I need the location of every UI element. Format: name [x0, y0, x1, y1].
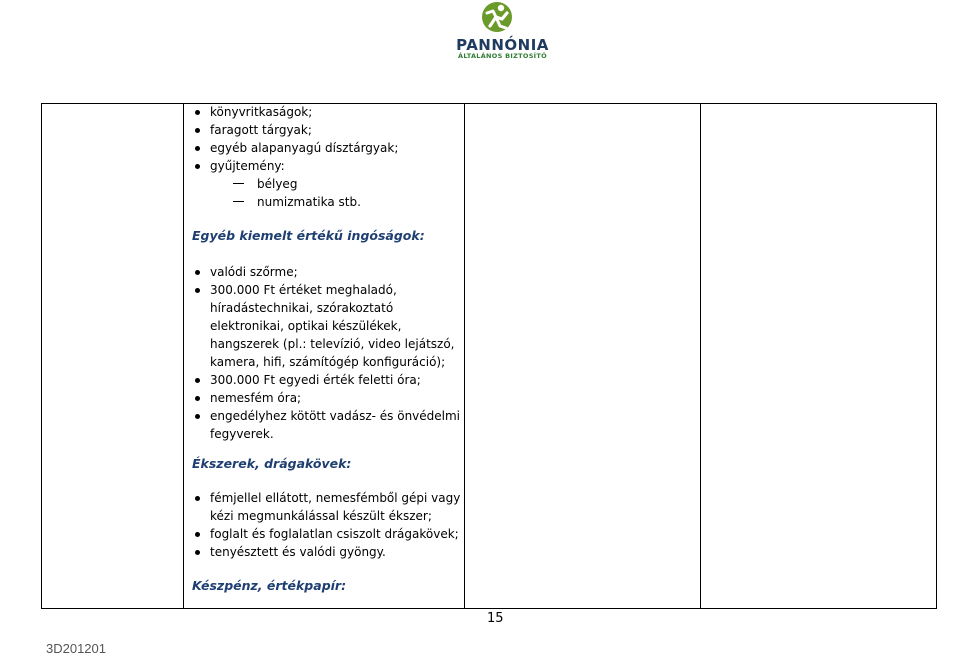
- list-item: [210, 525, 459, 543]
- list-item-text: könyvritkaságok;: [210, 105, 313, 119]
- list-item-text: engedélyhez kötött vadász- és önvédelmi: [210, 409, 461, 423]
- list-item: [210, 281, 397, 299]
- list-item-continuation: kézi megmunkálással készült ékszer;: [210, 509, 432, 523]
- dash-icon: [233, 201, 244, 202]
- list-item: [210, 543, 386, 561]
- sub-list-item: [257, 175, 297, 193]
- bullet-icon: [195, 146, 200, 151]
- list-item-continuation: híradástechnikai, szórakoztató: [210, 301, 394, 315]
- list-item: [210, 489, 460, 507]
- table-column-3: [464, 103, 701, 609]
- list-item-text: egyéb alapanyagú dísztárgyak;: [210, 141, 399, 155]
- logo-brand-text: PANNÓNIA: [456, 36, 549, 54]
- bullet-icon: [195, 550, 200, 555]
- list-item: [210, 157, 285, 175]
- bullet-icon: [195, 288, 200, 293]
- list-item: [210, 139, 398, 157]
- table-column-4: [700, 103, 937, 609]
- list-item: [210, 371, 421, 389]
- list-item-text: foglalt és foglalatlan csiszolt drágakövek;: [210, 527, 459, 541]
- list-item-continuation: kamera, hifi, számítógép konfiguráció);: [210, 355, 446, 369]
- bullet-icon: [195, 270, 200, 275]
- bullet-icon: [195, 110, 200, 115]
- list-item-text: faragott tárgyak;: [210, 123, 312, 137]
- list-item: [210, 121, 312, 139]
- bullet-icon: [195, 496, 200, 501]
- list-item-text: fémjellel ellátott, nemesfémből gépi vagy: [210, 491, 461, 505]
- list-item-text: 300.000 Ft értéket meghaladó,: [210, 283, 397, 297]
- sub-list-item-text: numizmatika stb.: [257, 195, 361, 209]
- list-item-text: tenyésztett és valódi gyöngy.: [210, 545, 386, 559]
- bullet-icon: [195, 532, 200, 537]
- list-item: [210, 407, 460, 425]
- bullet-icon: [195, 378, 200, 383]
- list-item-continuation: fegyverek.: [210, 427, 274, 441]
- list-item: [210, 103, 312, 121]
- sub-list-item-text: bélyeg: [257, 177, 298, 191]
- list-item-text: gyűjtemény:: [210, 159, 285, 173]
- list-item-text: valódi szőrme;: [210, 265, 298, 279]
- list-item-continuation: elektronikai, optikai készülékek,: [210, 319, 402, 333]
- logo-subtitle-text: ÁLTALÁNOS BIZTOSÍTÓ: [458, 52, 547, 60]
- bullet-icon: [195, 414, 200, 419]
- dash-icon: [233, 183, 244, 184]
- section-heading: Ékszerek, drágakövek:: [192, 456, 352, 471]
- sub-list-item: [257, 193, 361, 211]
- document-code: 3D201201: [46, 641, 106, 656]
- bullet-icon: [195, 396, 200, 401]
- list-item-text: nemesfém óra;: [210, 391, 302, 405]
- table-column-1: [41, 103, 184, 609]
- pannonia-logo: [440, 0, 560, 64]
- list-item-text: 300.000 Ft egyedi érték feletti óra;: [210, 373, 421, 387]
- section-heading: Egyéb kiemelt értékű ingóságok:: [192, 228, 425, 243]
- bullet-icon: [195, 128, 200, 133]
- list-item: [210, 263, 298, 281]
- bullet-icon: [195, 164, 200, 169]
- section-heading: Készpénz, értékpapír:: [192, 578, 347, 593]
- document-table: [41, 103, 937, 609]
- runner-in-circle-logo-icon: [440, 0, 560, 40]
- list-item-continuation: hangszerek (pl.: televízió, video lejátszó,: [210, 337, 455, 351]
- list-item: [210, 389, 301, 407]
- page-number: 15: [487, 611, 504, 626]
